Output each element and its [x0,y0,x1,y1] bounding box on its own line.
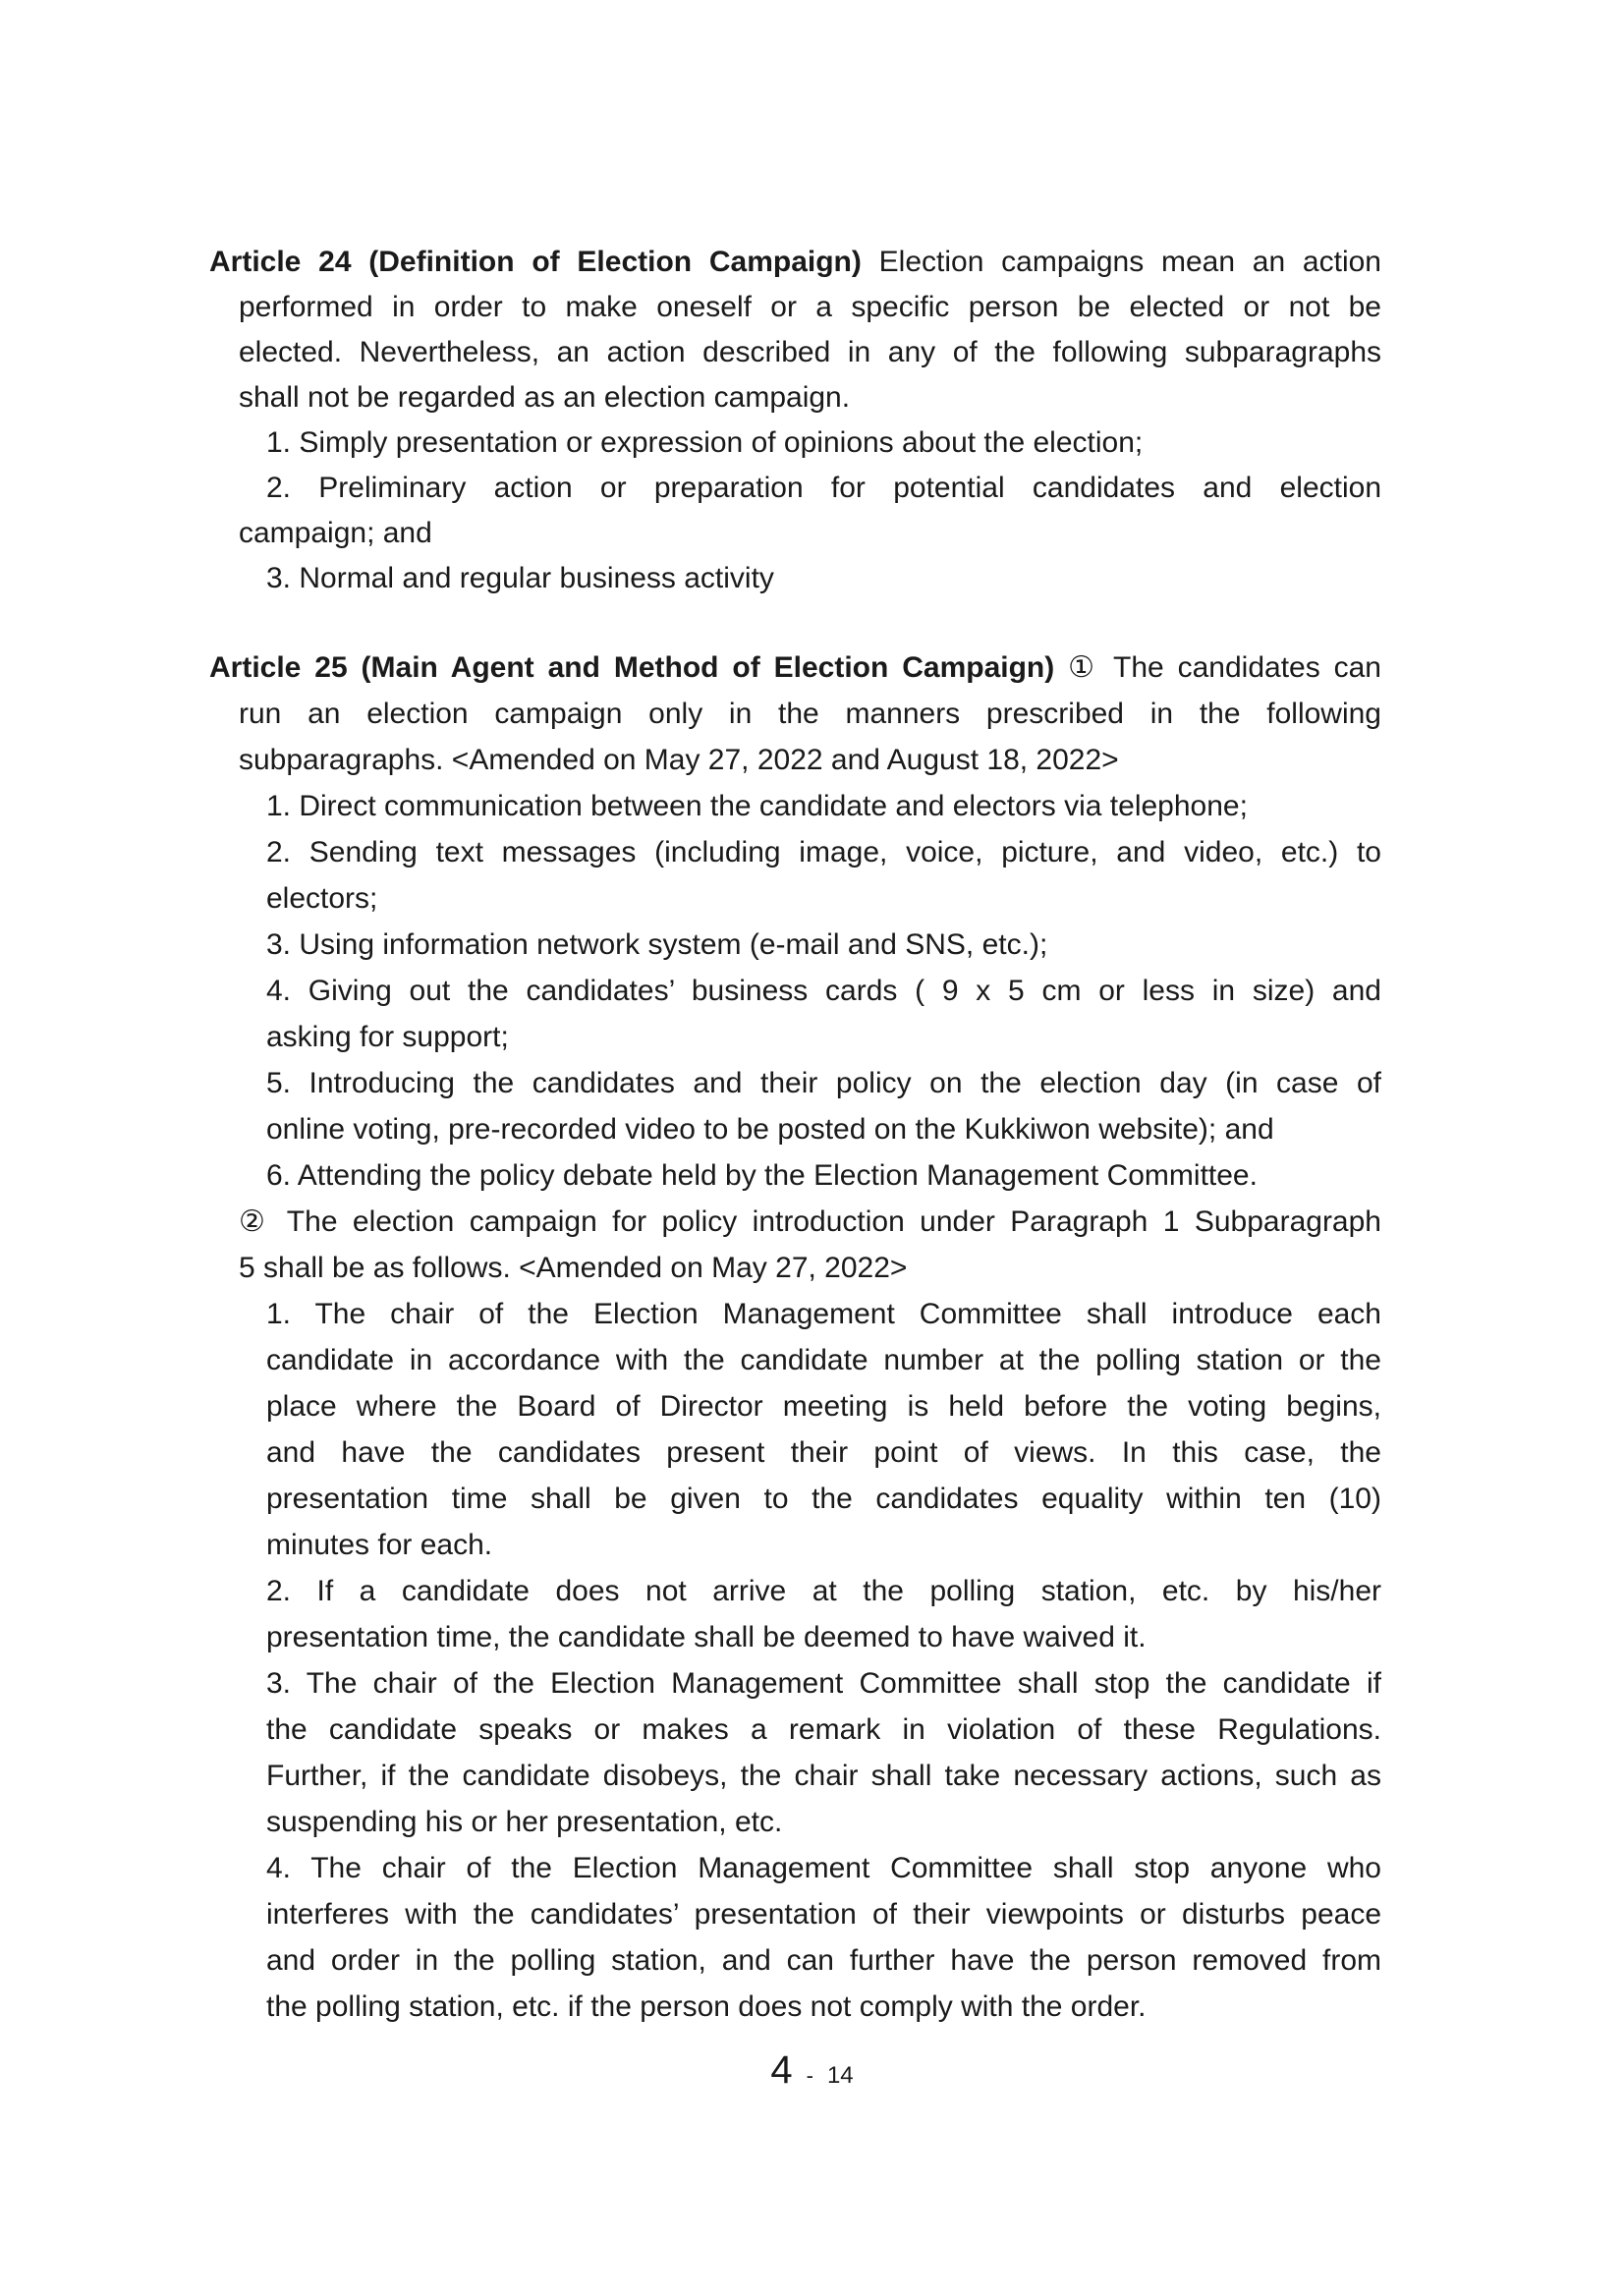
paragraph-2-item: 4. The chair of the Election Management Committee shall stop anyone who [266,1852,1381,1884]
article-24-item: 1. Simply presentation or expression of opinions about the election; [266,426,1144,459]
chapter-number: 4 [770,2048,793,2092]
paragraph-2-item-continuation: the polling station, etc. if the person does not comply with the order. [266,1990,1147,2023]
paragraph-1-item: 5. Introducing the candidates and their policy on the election day (in case of [266,1067,1381,1099]
page-number: 14 [826,2062,854,2089]
page-footer [0,2048,1624,2093]
article-24-heading: Article 24 (Definition of Election Campaign) [209,246,862,278]
paragraph-2-item: 1. The chair of the Election Management Committee shall introduce each [266,1298,1381,1330]
article-24-first-line [209,240,1381,285]
paragraph-2-item-continuation: presentation time shall be given to the candidates equality within ten (10) [266,1483,1381,1515]
article-25-first-line [209,644,1381,691]
paragraph-2-item: 3. The chair of the Election Management Committee shall stop the candidate if [266,1667,1381,1700]
article-25-text-line: run an election campaign only in the manners prescribed in the following [239,698,1381,730]
paragraph-1-item: 6. Attending the policy debate held by the Election Management Committee. [266,1159,1258,1192]
article-24-text-line: Election campaigns mean an action [878,246,1381,278]
article-25 [209,644,1381,2030]
paragraph-2-item-continuation: the candidate speaks or makes a remark in violation of these Regulations. [266,1713,1381,1746]
article-24-text-line: elected. Nevertheless, an action described in any of the following subparagraphs [239,336,1381,368]
paragraph-2-item-continuation: interferes with the candidates’ presentation of their viewpoints or disturbs peace [266,1898,1381,1931]
page-separator: - [806,2063,813,2088]
paragraph-2-item-continuation: presentation time, the candidate shall be deemed to have waived it. [266,1621,1147,1653]
paragraph-1-item: 3. Using information network system (e-mail and SNS, etc.); [266,928,1048,961]
paragraph-2-text-line: ② The election campaign for policy introduction under Paragraph 1 Subparagraph [239,1205,1381,1238]
article-25-heading: Article 25 (Main Agent and Method of Election Campaign) [209,651,1055,684]
article-24-text-line: shall not be regarded as an election campaign. [239,381,851,414]
paragraph-2-item-continuation: and order in the polling station, and can further have the person removed from [266,1944,1381,1977]
paragraph-1-item: 2. Sending text messages (including image, voice, picture, and video, etc.) to [266,836,1381,868]
paragraph-2-item-continuation: and have the candidates present their point of views. In this case, the [266,1436,1381,1469]
article-25-text-line: subparagraphs. <Amended on May 27, 2022 and August 18, 2022> [239,744,1119,776]
paragraph-2-item-continuation: minutes for each. [266,1529,493,1561]
paragraph-2-text-line: 5 shall be as follows. <Amended on May 27, 2022> [239,1252,908,1284]
paragraph-1-item: 4. Giving out the candidates’ business cards ( 9 x 5 cm or less in size) and [266,975,1381,1007]
article-24-item-continuation: campaign; and [239,517,432,549]
article-24-text-line: performed in order to make oneself or a specific person be elected or not be [239,291,1381,323]
paragraph-2-item-continuation: suspending his or her presentation, etc. [266,1806,783,1838]
paragraph-2-item-continuation: candidate in accordance with the candidate number at the polling station or the [266,1344,1381,1376]
spacer [209,601,1381,644]
paragraph-2-item: 2. If a candidate does not arrive at the polling station, etc. by his/her [266,1575,1381,1607]
paragraph-1-item-continuation: electors; [266,882,378,915]
paragraph-1-item-continuation: asking for support; [266,1021,509,1053]
article-25-text-line: ① The candidates can [1068,651,1381,684]
article-24-item: 2. Preliminary action or preparation for potential candidates and election [266,472,1381,504]
article-24 [209,240,1381,601]
paragraph-2-item-continuation: place where the Board of Director meeting is held before the voting begins, [266,1390,1381,1423]
paragraph-1-item: 1. Direct communication between the candidate and electors via telephone; [266,790,1248,822]
page-content [209,240,1381,2030]
paragraph-1-item-continuation: online voting, pre-recorded video to be posted on the Kukkiwon website); and [266,1113,1274,1146]
paragraph-2-item-continuation: Further, if the candidate disobeys, the chair shall take necessary actions, such as [266,1760,1381,1792]
article-24-item: 3. Normal and regular business activity [266,562,774,594]
